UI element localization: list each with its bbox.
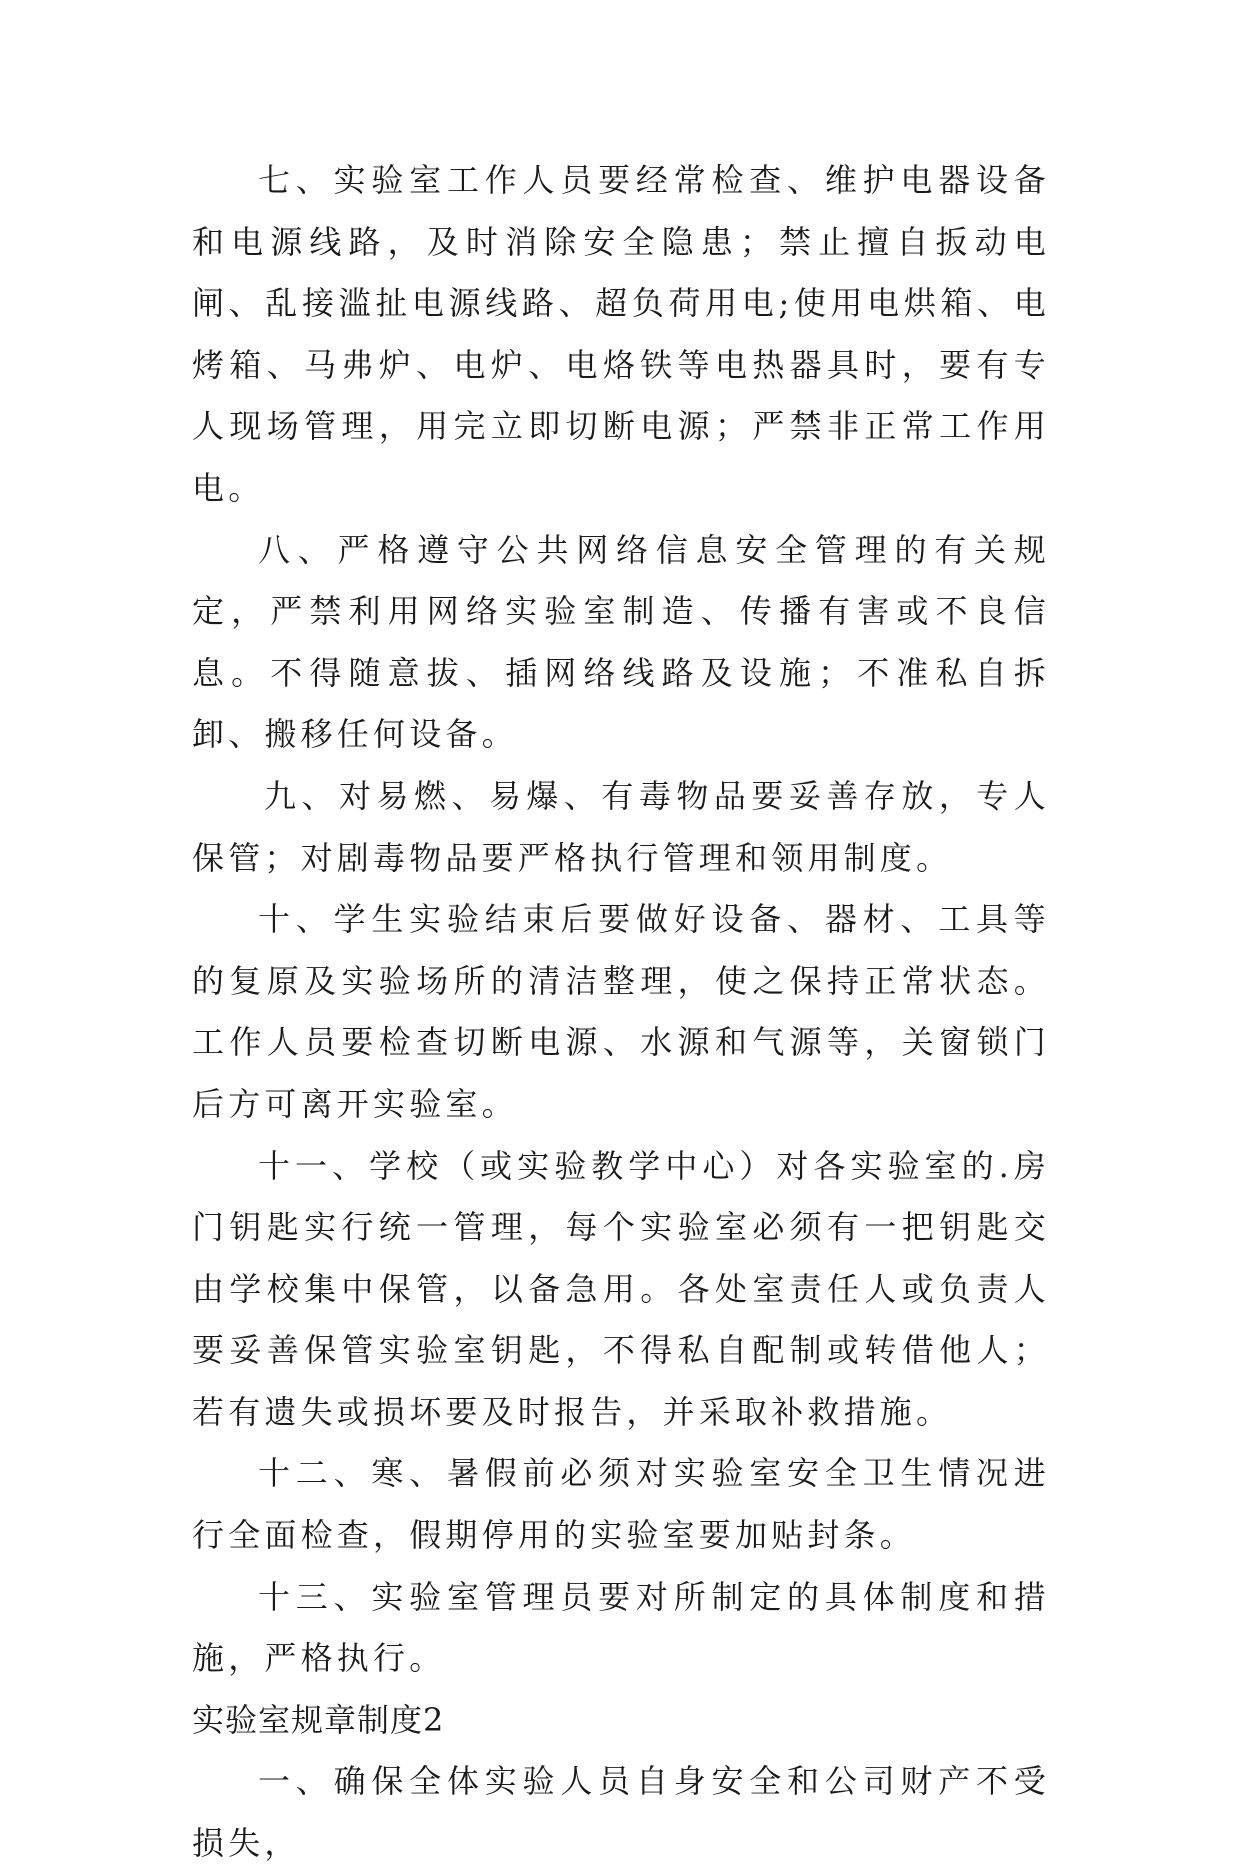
document-body (192, 150, 1050, 1875)
section-heading: 实验室规章制度2 (192, 1700, 445, 1739)
paragraph-7: 七、实验室工作人员要经常检查、维护电器设备和电源线路，及时消除安全隐患；禁止擅自扳动电闸、乱接滥扯电源线路、超负荷用电;使用电烘箱、电烤箱、马弗炉、电炉、电烙铁等电热器具时，要有专人现场管理，用完立即切断电源；严禁非正常工作用电。 (192, 161, 1050, 507)
paragraph-13: 十三、实验室管理员要对所制定的具体制度和措施，严格执行。 (192, 1577, 1050, 1678)
paragraph-section2-1: 一、确保全体实验人员自身安全和公司财产不受损失， (192, 1762, 1050, 1863)
paragraph-8: 八、严格遵守公共网络信息安全管理的有关规定，严禁利用网络实验室制造、传播有害或不良信息。不得随意拔、插网络线路及设施；不准私自拆卸、搬移任何设备。 (192, 530, 1050, 754)
paragraph-12: 十二、寒、暑假前必须对实验室安全卫生情况进行全面检查，假期停用的实验室要加贴封条。 (192, 1454, 1050, 1555)
paragraph-11: 十一、学校（或实验教学中心）对各实验室的.房门钥匙实行统一管理，每个实验室必须有一把钥匙交由学校集中保管，以备急用。各处室责任人或负责人要妥善保管实验室钥匙，不得私自配制或转借他人；若有遗失或损坏要及时报告，并采取补救措施。 (192, 1146, 1050, 1431)
paragraph-9: 九、对易燃、易爆、有毒物品要妥善存放，专人保管；对剧毒物品要严格执行管理和领用制度。 (192, 776, 1050, 877)
paragraph-10: 十、学生实验结束后要做好设备、器材、工具等的复原及实验场所的清洁整理，使之保持正常状态。工作人员要检查切断电源、水源和气源等，关窗锁门后方可离开实验室。 (192, 900, 1050, 1123)
